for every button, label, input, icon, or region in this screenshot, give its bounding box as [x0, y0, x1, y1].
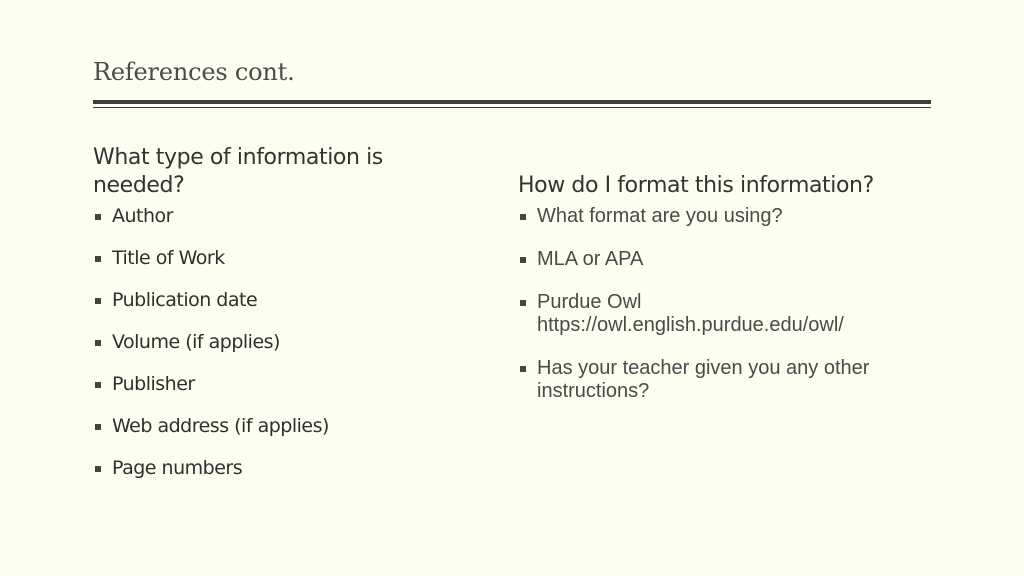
list-item: [518, 248, 938, 271]
square-bullet-icon: [95, 340, 101, 346]
square-bullet-icon: [95, 256, 101, 262]
list-item: [518, 357, 938, 403]
list-item: [93, 205, 473, 228]
list-item-text: What format are you using?: [537, 205, 783, 227]
title-divider-thin: [93, 107, 931, 108]
list-item: [518, 291, 938, 337]
list-item: [93, 247, 473, 270]
right-bullet-list: [518, 205, 938, 423]
list-item-text: Author: [112, 205, 173, 227]
list-item-text: Page numbers: [112, 457, 243, 479]
square-bullet-icon: [520, 366, 526, 372]
list-item-text: Purdue Owl: [537, 291, 642, 313]
list-item: [93, 415, 473, 438]
list-item-text: Publication date: [112, 289, 258, 311]
left-column-heading: What type of information is needed?: [93, 145, 383, 198]
list-item: [518, 205, 938, 228]
square-bullet-icon: [95, 466, 101, 472]
square-bullet-icon: [520, 214, 526, 220]
square-bullet-icon: [520, 257, 526, 263]
list-item: [93, 373, 473, 396]
list-item-text: MLA or APA: [537, 248, 644, 270]
list-item-text: Has your teacher given you any other instructions?: [537, 357, 870, 402]
list-item-text: Web address (if applies): [112, 415, 329, 437]
square-bullet-icon: [95, 298, 101, 304]
square-bullet-icon: [95, 214, 101, 220]
list-item: [93, 331, 473, 354]
slide-title: References cont.: [93, 58, 295, 86]
list-item-text: Publisher: [112, 373, 195, 395]
square-bullet-icon: [520, 300, 526, 306]
left-bullet-list: [93, 205, 473, 499]
list-item: [93, 289, 473, 312]
square-bullet-icon: [95, 424, 101, 430]
title-divider-thick: [93, 100, 931, 104]
square-bullet-icon: [95, 382, 101, 388]
list-item-text: Volume (if applies): [112, 331, 280, 353]
list-item-text: Title of Work: [112, 247, 225, 269]
right-column-heading: How do I format this information?: [518, 173, 874, 198]
list-item: [93, 457, 473, 480]
purdue-owl-url-text: https://owl.english.purdue.edu/owl/: [537, 314, 844, 336]
